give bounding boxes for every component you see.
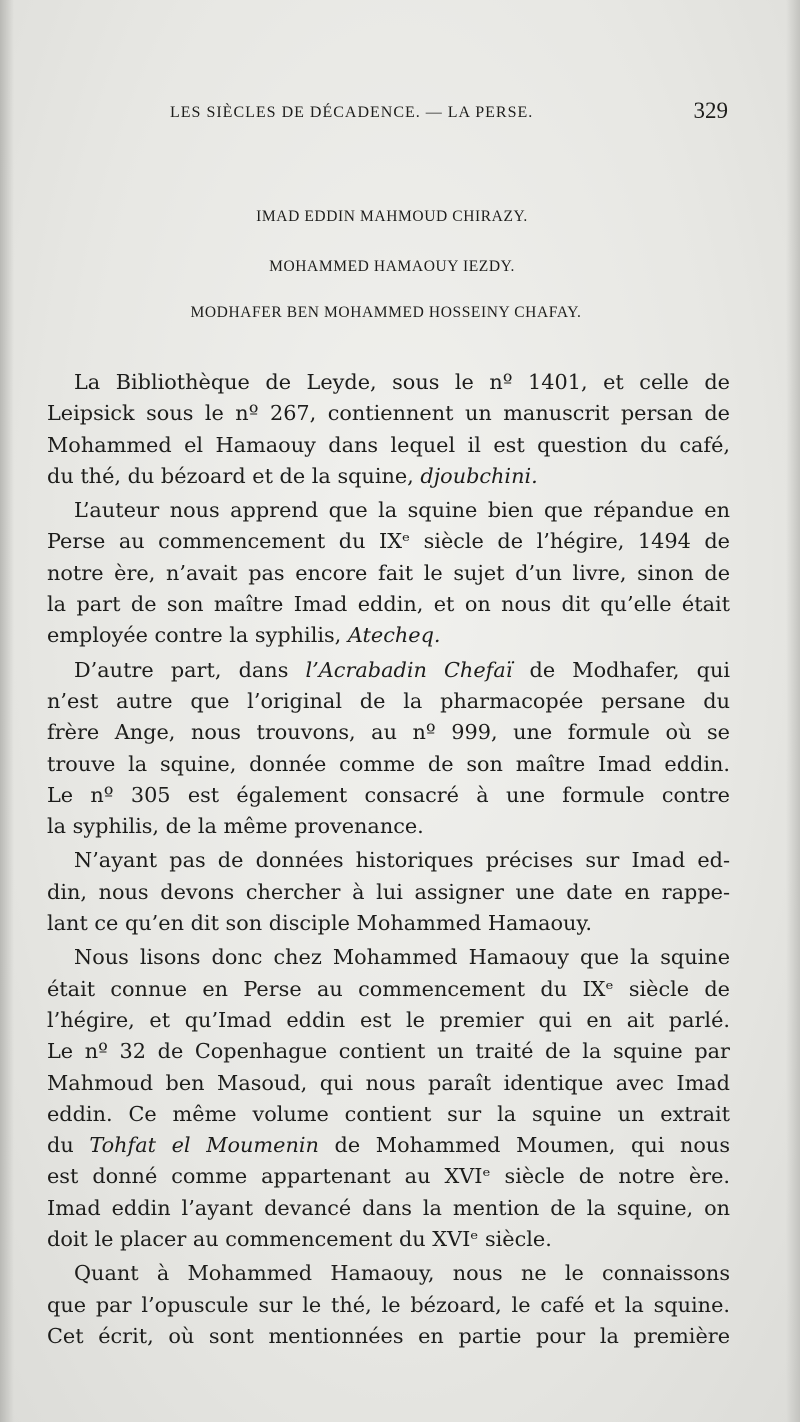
paragraph <box>47 845 730 939</box>
text-line: L’auteur nous apprend que la squine bien que répandue en <box>74 498 730 523</box>
running-head: LES SIÈCLES DE DÉCADENCE. — LA PERSE. <box>170 104 534 121</box>
body-text <box>47 367 730 1352</box>
paragraph <box>47 1258 730 1352</box>
text-line: trouve la squine, donnée comme de son maître Imad eddin. <box>47 751 730 776</box>
italic-term: l’Acrabadin Chefaï <box>305 657 513 682</box>
text-line: din, nous devons chercher à lui assigner une date en rappe- <box>47 879 730 904</box>
page-header <box>0 98 800 134</box>
text-line: était connue en Perse au commencement du IXᵉ siècle de <box>47 976 730 1001</box>
section-heading-2: MOHAMMED HAMAOUY IEZDY. <box>269 258 515 275</box>
text-line: Quant à Mohammed Hamaouy, nous ne le connaissons <box>74 1261 730 1286</box>
text-line: notre ère, n’avait pas encore fait le sujet d’un livre, sinon de <box>47 560 730 585</box>
italic-term: djoubchini. <box>420 463 538 488</box>
italic-term: Tohfat el Moumenin <box>89 1133 319 1158</box>
text-line: est donné comme appartenant au XVIᵉ siècle de notre ère. <box>47 1164 730 1189</box>
section-heading-3: MODHAFER BEN MOHAMMED HOSSEINY CHAFAY. <box>190 304 582 321</box>
text-line: N’ayant pas de données historiques précises sur Imad ed- <box>74 848 730 873</box>
paragraph <box>47 655 730 843</box>
text-line: doit le placer au commencement du XVIᵉ siècle. <box>47 1227 552 1252</box>
text-line: eddin. Ce même volume contient sur la squine un extrait <box>47 1101 730 1126</box>
text-line: du thé, du bézoard et de la squine, djoubchini. <box>47 463 538 488</box>
text-line: Imad eddin l’ayant devancé dans la mention de la squine, on <box>47 1195 730 1220</box>
text-line: D’autre part, dans l’Acrabadin Chefaï de Modhafer, qui <box>74 657 731 682</box>
text-line: lant ce qu’en dit son disciple Mohammed Hamaouy. <box>47 911 593 936</box>
italic-term: Atecheq. <box>347 623 441 648</box>
text-line: n’est autre que l’original de la pharmacopée persane du <box>47 688 730 713</box>
text-line: Mohammed el Hamaouy dans lequel il est question du café, <box>47 432 730 457</box>
text-line: La Bibliothèque de Leyde, sous le nº 1401, et celle de <box>74 370 730 394</box>
text-line: Nous lisons donc chez Mohammed Hamaouy que la squine <box>74 945 730 970</box>
text-line: frère Ange, nous trouvons, au nº 999, une formule où se <box>47 720 730 745</box>
text-line: Cet écrit, où sont mentionnées en partie pour la première <box>47 1323 730 1348</box>
section-heading-1: IMAD EDDIN MAHMOUD CHIRAZY. <box>256 208 528 225</box>
paragraph <box>47 942 730 1255</box>
text-line: Le nº 305 est également consacré à une formule contre <box>47 782 730 807</box>
paragraph <box>47 367 730 492</box>
text-line: que par l’opuscule sur le thé, le bézoard, le café et la squine. <box>47 1292 730 1317</box>
text-line: Leipsick sous le nº 267, contiennent un manuscrit persan de <box>47 401 730 426</box>
text-line: la syphilis, de la même provenance. <box>47 814 424 839</box>
text-line: Mahmoud ben Masoud, qui nous paraît identique avec Imad <box>47 1070 730 1095</box>
text-line: Le nº 32 de Copenhague contient un traité de la squine par <box>47 1039 730 1064</box>
page-number: 329 <box>693 98 728 123</box>
text-line: la part de son maître Imad eddin, et on nous dit qu’elle était <box>47 592 730 617</box>
text-line: Perse au commencement du IXᵉ siècle de l’hégire, 1494 de <box>47 529 730 554</box>
paragraph <box>47 495 730 651</box>
text-line: employée contre la syphilis, Atecheq. <box>47 623 441 648</box>
text-line: l’hégire, et qu’Imad eddin est le premier qui en ait parlé. <box>47 1007 730 1032</box>
text-line: du Tohfat el Moumenin de Mohammed Moumen, qui nous <box>47 1133 730 1158</box>
